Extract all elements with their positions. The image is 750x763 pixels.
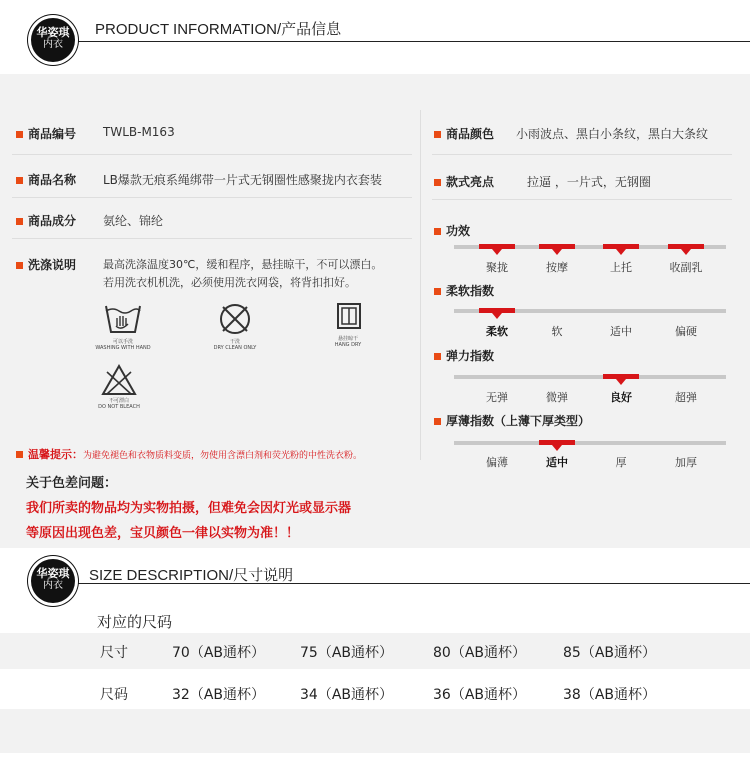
size-cell: 34（AB通杯）	[300, 687, 393, 703]
header-rule	[30, 41, 750, 42]
size-cell: 38（AB通杯）	[563, 687, 656, 703]
rating-option: 按摩	[546, 261, 568, 274]
rating-marker	[539, 244, 575, 249]
product-name: LB爆款无痕系绳绑带一片式无钢圈性感聚拢内衣套装	[103, 173, 382, 187]
brand-name: 华姿琪	[36, 26, 70, 39]
hang-dry-icon	[336, 302, 362, 330]
color-note-line-1: 我们所卖的物品均为实物拍摄，但难免会因灯光或显示器	[26, 501, 352, 516]
brand-sub: 内衣	[43, 580, 63, 591]
column-divider	[420, 110, 421, 460]
no-bleach-caption: 不可漂白 DO NOT BLEACH	[98, 398, 140, 410]
brand-name: 华姿琪	[36, 567, 70, 580]
rating-option: 偏硬	[675, 325, 697, 338]
handwash-icon	[103, 302, 143, 336]
section-title-product-info: PRODUCT INFORMATION/产品信息	[95, 21, 342, 38]
label-product-name: 商品名称	[16, 171, 76, 188]
rating-title-effect: 功效	[434, 222, 470, 239]
warning-body: 为避免褪色和衣物质料变质，勿使用含漂白剂和荧光粉的中性洗衣粉。	[83, 451, 363, 461]
rating-option: 良好	[610, 391, 632, 404]
rating-option: 加厚	[675, 456, 697, 469]
rating-title-softness: 柔软指数	[434, 282, 494, 299]
size-cell: 80（AB通杯）	[433, 645, 526, 661]
brand-logo	[31, 559, 75, 603]
rating-marker	[479, 244, 515, 249]
rating-option: 软	[551, 325, 563, 338]
divider	[12, 154, 412, 155]
size-cell: 32（AB通杯）	[172, 687, 265, 703]
label-color: 商品颜色	[434, 125, 494, 142]
wash-line-2: 若用洗衣机机洗，必须使用洗衣网袋，将背扣扣好。	[103, 276, 356, 289]
size-cell: 70（AB通杯）	[172, 645, 265, 661]
warning-text	[16, 446, 362, 462]
style-highlight: 拉逼 ，一片式，无钢圈	[527, 175, 651, 189]
rating-option: 柔软	[486, 325, 508, 338]
no-bleach-icon	[101, 364, 137, 396]
rating-option: 收副乳	[669, 261, 703, 274]
rating-option: 超弹	[675, 391, 697, 404]
rating-option: 微弹	[546, 391, 568, 404]
label-product-code: 商品编号	[16, 125, 76, 142]
rating-marker	[539, 440, 575, 445]
brand-logo	[31, 18, 75, 62]
rating-option: 厚	[615, 456, 627, 469]
no-dryclean-caption: 干洗 DRY CLEAN ONLY	[213, 339, 257, 351]
divider	[12, 238, 412, 239]
size-row-bg	[0, 709, 750, 753]
rating-marker	[603, 374, 639, 379]
color-note-line-2: 等原因出现色差，宝贝颜色一律以实物为准！！	[26, 526, 300, 541]
rating-option: 适中	[546, 456, 568, 469]
divider	[432, 199, 732, 200]
rating-marker	[668, 244, 704, 249]
size-cell: 75（AB通杯）	[300, 645, 393, 661]
product-code: TWLB-M163	[103, 125, 175, 139]
rating-option: 上托	[610, 261, 632, 274]
divider	[432, 154, 732, 155]
brand-sub: 内衣	[43, 39, 63, 50]
warning-prefix: 温馨提示：	[28, 448, 83, 461]
rating-track-thickness	[454, 441, 726, 445]
wash-line-1: 最高洗涤温度30℃，缓和程序，悬挂晾干，不可以漂白。	[103, 258, 383, 271]
label-material: 商品成分	[16, 212, 76, 229]
size-cell: 85（AB通杯）	[563, 645, 656, 661]
material: 氨纶、锦纶	[103, 214, 164, 228]
rating-track-elastic	[454, 375, 726, 379]
section-title-size: SIZE DESCRIPTION/尺寸说明	[89, 567, 294, 584]
product-color: 小雨波点、黑白小条纹，黑白大条纹	[516, 127, 709, 141]
divider	[12, 197, 412, 198]
size-row-label: 尺码	[100, 687, 128, 703]
warning-bullet	[16, 451, 23, 458]
label-highlight: 款式亮点	[434, 173, 494, 190]
rating-marker	[479, 308, 515, 313]
size-cell: 36（AB通杯）	[433, 687, 526, 703]
rating-option: 适中	[610, 325, 632, 338]
hang-dry-caption: 悬挂晾干 HANG DRY	[334, 336, 362, 348]
rating-marker	[603, 244, 639, 249]
size-row-label: 尺寸	[100, 645, 128, 661]
rating-option: 无弹	[486, 391, 508, 404]
label-wash: 洗涤说明	[16, 256, 76, 273]
color-note-title: 关于色差问题：	[26, 476, 118, 491]
rating-title-thickness: 厚薄指数（上薄下厚类型）	[434, 412, 590, 429]
rating-option: 偏薄	[486, 456, 508, 469]
rating-title-elastic: 弹力指数	[434, 347, 494, 364]
size-table-caption: 对应的尺码	[97, 613, 173, 631]
rating-option: 聚拢	[486, 261, 508, 274]
handwash-caption: 可以手洗 WASHING WITH HAND	[95, 339, 151, 351]
no-dryclean-icon	[218, 302, 252, 336]
